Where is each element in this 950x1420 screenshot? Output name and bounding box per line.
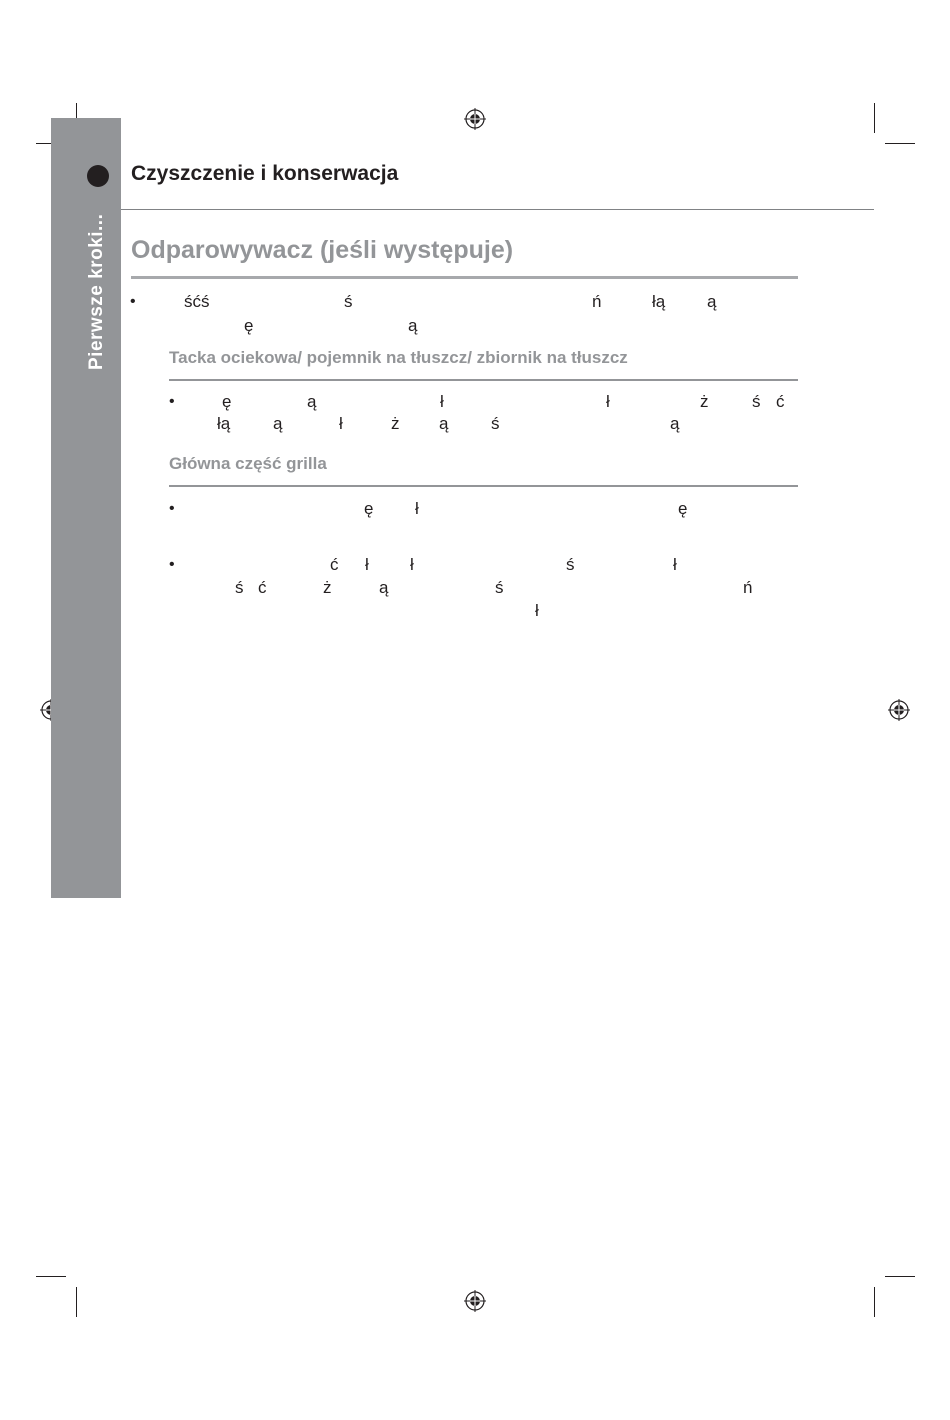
crop-mark (874, 103, 875, 133)
text-fragment: ł (440, 392, 444, 411)
text-fragment: ą (707, 292, 717, 311)
text-fragment: ą (307, 392, 317, 411)
bullet: • (169, 393, 175, 410)
text-fragment: ą (273, 414, 283, 433)
registration-mark-icon (888, 699, 910, 721)
text-fragment: ł (365, 555, 369, 574)
crop-mark (874, 1287, 875, 1317)
text-fragment: ć (330, 555, 339, 574)
crop-mark (885, 143, 915, 144)
text-fragment: ł (535, 601, 539, 620)
text-fragment: ą (379, 578, 389, 597)
text-fragment: łą (652, 292, 666, 311)
text-fragment: ć (776, 392, 785, 411)
text-fragment: łą (217, 414, 231, 433)
text-fragment: ą (439, 414, 449, 433)
text-fragment: ż (700, 392, 709, 411)
registration-mark-icon (464, 1290, 486, 1312)
text-fragment: ł (673, 555, 677, 574)
section-title: Czyszczenie i konserwacja (131, 162, 399, 185)
text-fragment: ż (391, 414, 400, 433)
crop-mark (36, 1276, 66, 1277)
sidebar-label: Pierwsze kroki... (86, 213, 107, 370)
text-fragment: ę (678, 499, 688, 518)
text-fragment: ż (323, 578, 332, 597)
subsection-title: Główna część grilla (169, 454, 327, 473)
subsection-title: Tacka ociekowa/ pojemnik na tłuszcz/ zbiornik na tłuszcz (169, 348, 628, 367)
text-fragment: ń (743, 578, 753, 597)
text-fragment: ą (670, 414, 680, 433)
text-fragment: ę (364, 499, 374, 518)
text-fragment: ś (235, 578, 244, 597)
text-fragment: ń (592, 292, 602, 311)
bullet: • (169, 500, 175, 517)
section-dot-icon (87, 165, 109, 187)
crop-mark (76, 1287, 77, 1317)
registration-mark-icon (464, 108, 486, 130)
text-fragment: ś (344, 292, 353, 311)
text-fragment: ł (410, 555, 414, 574)
text-fragment: ł (415, 499, 419, 518)
heading-rule (131, 276, 798, 279)
text-fragment: ś (495, 578, 504, 597)
bullet: • (169, 556, 175, 573)
bullet: • (130, 293, 136, 310)
crop-mark (885, 1276, 915, 1277)
text-fragment: ę (222, 392, 232, 411)
subsection-rule (169, 379, 798, 381)
page-heading: Odparowywacz (jeśli występuje) (131, 236, 514, 264)
text-fragment: ł (606, 392, 610, 411)
text-fragment: ś (566, 555, 575, 574)
subsection-rule (169, 485, 798, 487)
text-fragment: ł (339, 414, 343, 433)
text-fragment: ć (258, 578, 267, 597)
text-fragment: śćś (184, 292, 210, 311)
text-fragment: ś (752, 392, 761, 411)
text-fragment: ś (491, 414, 500, 433)
divider (121, 209, 874, 210)
text-fragment: ą (408, 316, 418, 335)
text-fragment: ę (244, 316, 254, 335)
